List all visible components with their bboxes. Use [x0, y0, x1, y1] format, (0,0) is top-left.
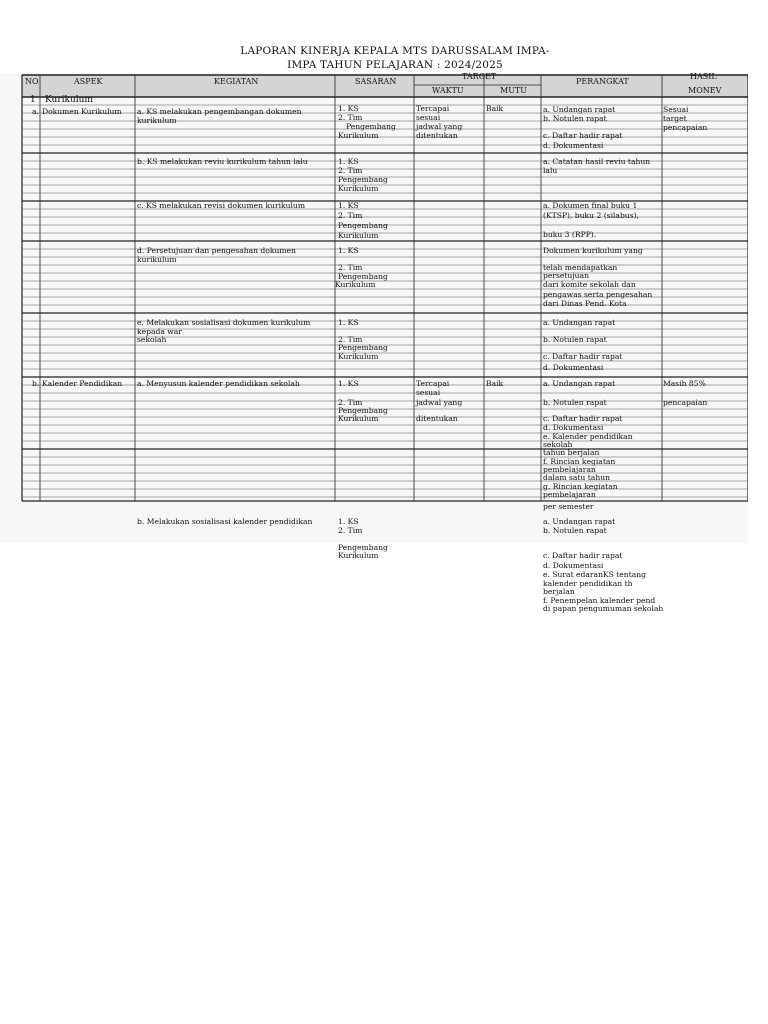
group-a-kegiatan-5-line-2: kepada war — [137, 327, 182, 336]
group-a-sasaran-3-line-4: Kurikulum — [338, 231, 379, 240]
group-b-perangkat-1-line-2: b. Notulen rapat — [543, 398, 607, 407]
group-a-sasaran-4-line-2: 2. Tim — [338, 263, 363, 272]
group-a-kegiatan-3: c. KS melakukan revisi dokumen kurikulum — [137, 201, 306, 210]
group-b-sasaran-1-line-1: 1. KS — [338, 379, 359, 388]
group-a-sasaran-2-line-4: Kurikulum — [338, 184, 379, 193]
group-b-perangkat-1-line-7: tahun berjalan — [543, 448, 600, 457]
group-a-kegiatan-4-line-2: kurikulum — [137, 255, 177, 264]
group-b-perangkat-1-line-1: a. Undangan rapat — [543, 379, 616, 388]
group-b-perangkat-2-line-6: kalender pendidikan th — [543, 579, 633, 588]
group-a-sasaran-5-line-2: 2. Tim — [338, 335, 363, 344]
header-waktu: WAKTU — [432, 86, 464, 95]
group-b-waktu-line-3: jadwal yang — [416, 398, 463, 407]
group-b-perangkat-2-line-4: d. Dokumentasi — [543, 561, 604, 570]
group-b-perangkat-2-line-8: f. Penempelan kalender pend — [543, 596, 656, 605]
group-b-perangkat-1-line-9: pembelajaran — [543, 465, 596, 474]
header-hasil: HASIL — [690, 72, 717, 81]
document-title — [230, 44, 560, 72]
group-b-perangkat-1-line-4: d. Dokumentasi — [543, 423, 604, 432]
group-a-sasaran-1-line-4: Kurikulum — [338, 131, 379, 140]
group-a-waktu-line-1: Tercapai — [416, 104, 450, 113]
group-b-hasil-line-1: Masih 85% — [663, 379, 706, 388]
group-b-waktu-line-4: ditentukan — [416, 414, 458, 423]
header-mutu: MUTU — [500, 86, 528, 95]
group-b-no: b. — [32, 379, 40, 388]
header-sasaran: SASARAN — [355, 77, 397, 86]
group-a-perangkat-4-line-1: Dokumen kurikulum yang — [543, 246, 643, 255]
group-b-sasaran-2-line-3: Pengembang — [338, 543, 388, 552]
group-b-perangkat-2-line-3: c. Daftar hadir rapat — [543, 551, 623, 560]
group-a-aspek: Dokumen Kurikulum — [42, 107, 122, 116]
group-a-perangkat-5-line-1: a. Undangan rapat — [543, 318, 616, 327]
group-a-perangkat-2-line-2: lalu — [543, 166, 558, 175]
group-a-kegiatan-1-line-2: kurikulum — [137, 116, 177, 125]
group-a-sasaran-2-line-3: Pengembang — [338, 175, 388, 184]
group-a-hasil-line-2: target — [663, 114, 687, 123]
header-perangkat: PERANGKAT — [576, 77, 629, 86]
group-a-no: a. — [32, 107, 39, 116]
group-a-kegiatan-5-line-3: sekolah — [137, 335, 167, 344]
group-a-sasaran-5-line-3: Pengembang — [338, 343, 388, 352]
group-b-perangkat-2-line-2: b. Notulen rapat — [543, 526, 607, 535]
group-a-perangkat-3-line-3: buku 3 (RPP). — [543, 230, 597, 239]
group-a-perangkat-4-line-2: telah mendapatkan — [543, 263, 618, 272]
group-b-sasaran-1-line-4: Kurikulum — [338, 414, 379, 423]
group-a-perangkat-3-line-2: (KTSP), buku 2 (silabus), — [543, 211, 639, 220]
group-b-waktu-line-2: sesuai — [416, 388, 441, 397]
group-b-perangkat-1-line-3: c. Daftar hadir rapat — [543, 414, 623, 423]
group-a-waktu-line-3: jadwal yang — [416, 122, 463, 131]
group-a-sasaran-1-line-3: Pengembang — [346, 122, 396, 131]
group-a-perangkat-4-line-5: pengawas serta pengesahan — [543, 290, 653, 299]
group-b-perangkat-1-line-5: e. Kalender pendidikan — [543, 432, 633, 441]
group-a-kegiatan-4-line-1: d. Persetujuan dan pengesahan dokumen — [137, 246, 296, 255]
group-a-perangkat-5-line-2: b. Notulen rapat — [543, 335, 607, 344]
group-a-kegiatan-2: b. KS melakukan reviu kurikulum tahun lalu — [137, 157, 308, 166]
group-b-sasaran-2-line-4: Kurikulum — [338, 551, 379, 560]
group-b-sasaran-2-line-2: 2. Tim — [338, 526, 363, 535]
group-a-sasaran-3-line-2: 2. Tim — [338, 211, 363, 220]
group-b-waktu-line-1: Tercapai — [416, 379, 450, 388]
group-b-hasil-line-2: pencapaian — [663, 398, 708, 407]
header-target: TARGET — [462, 72, 497, 81]
group-a-perangkat-4-line-6: dari Dinas Pend. Kota — [543, 299, 627, 308]
group-b-perangkat-1-line-10: dalam satu tahun — [543, 473, 610, 482]
title-line-1: LAPORAN KINERJA KEPALA MTS DARUSSALAM IMPA- — [240, 45, 550, 57]
group-a-sasaran-2-line-2: 2. Tim — [338, 166, 363, 175]
group-b-perangkat-2-line-5: e. Surat edaranKS tentang — [543, 570, 647, 579]
group-a-sasaran-4-line-3: Pengembang — [338, 272, 388, 281]
group-a-perangkat-1-line-2: b. Notulen rapat — [543, 114, 607, 123]
group-b-perangkat-1-line-6: sekolah — [543, 440, 573, 449]
group-b-sasaran-1-line-3: Pengembang — [338, 406, 388, 415]
group-b-kegiatan-2: b. Melakukan sosialisasi kalender pendidikan — [137, 517, 313, 526]
group-a-kegiatan-1-line-1: a. KS melakukan pengembangan dokumen — [137, 107, 302, 116]
group-a-sasaran-3-line-1: 1. KS — [338, 201, 359, 210]
group-a-sasaran-4-line-4: Kurikulum — [335, 280, 376, 289]
group-a-perangkat-5-line-3: c. Daftar hadir rapat — [543, 352, 623, 361]
group-b-sasaran-2-line-1: 1. KS — [338, 517, 359, 526]
group-a-kegiatan-5-line-1: e. Melakukan sosialisasi dokumen kurikulum — [137, 318, 311, 327]
group-a-perangkat-1-line-3: c. Daftar hadir rapat — [543, 131, 623, 140]
group-a-perangkat-1-line-1: a. Undangan rapat — [543, 105, 616, 114]
group-b-perangkat-1-line-13: per semester — [543, 502, 594, 511]
report-table — [0, 73, 748, 543]
group-b-perangkat-1-line-11: g. Rincian kegiatan — [543, 482, 618, 491]
group-a-sasaran-3-line-3: Pengembang — [338, 221, 388, 230]
group-a-perangkat-3-line-1: a. Dokumen final buku 1 — [543, 201, 638, 210]
group-b-perangkat-2-line-1: a. Undangan rapat — [543, 517, 616, 526]
group-b-mutu: Baik — [486, 379, 504, 388]
title-line-2: IMPA TAHUN PELAJARAN : 2024/2025 — [287, 59, 503, 71]
group-b-perangkat-2-line-9: di papan pengumuman sekolah — [543, 604, 664, 613]
group-b-kegiatan-1: a. Menyusun kalender pendidikan sekolah — [137, 379, 300, 388]
section-label: Kurikulum — [45, 95, 93, 105]
group-a-perangkat-1-line-4: d. Dokumentasi — [543, 141, 604, 150]
group-a-sasaran-1-line-2: 2. Tim — [338, 113, 363, 122]
group-a-sasaran-5-line-1: 1. KS — [338, 318, 359, 327]
header-kegiatan: KEGIATAN — [214, 77, 259, 86]
group-a-perangkat-2-line-1: a. Catatan hasil reviu tahun — [543, 157, 651, 166]
group-b-sasaran-1-line-2: 2. Tim — [338, 398, 363, 407]
group-a-sasaran-1-line-1: 1. KS — [338, 104, 359, 113]
group-a-hasil-line-1: Sesuai — [663, 105, 689, 114]
group-b-aspek: Kalender Pendidikan — [42, 379, 123, 388]
group-a-sasaran-2-line-1: 1. KS — [338, 157, 359, 166]
group-a-waktu-line-4: ditentukan — [416, 131, 458, 140]
header-aspek: ASPEK — [74, 77, 103, 86]
group-b-perangkat-2-line-7: berjalan — [543, 587, 575, 596]
group-a-mutu: Baik — [486, 104, 504, 113]
group-a-hasil-line-3: pencapaian — [663, 123, 708, 132]
group-b-perangkat-1-line-8: f. Rincian kegiatan — [543, 457, 616, 466]
group-a-sasaran-4-line-1: 1. KS — [338, 246, 359, 255]
header-no: NO — [25, 77, 39, 86]
group-a-waktu-line-2: sesuai — [416, 113, 441, 122]
group-b-perangkat-1-line-12: pembelajaran — [543, 490, 596, 499]
group-a-perangkat-4-line-4: dari komite sekolah dan — [543, 280, 636, 289]
group-a-perangkat-4-line-3: persetujuan — [543, 271, 589, 280]
header-monev: MONEV — [688, 86, 722, 95]
section-no: 1 — [30, 95, 36, 105]
group-a-perangkat-5-line-4: d. Dokumentasi — [543, 363, 604, 372]
group-a-sasaran-5-line-4: Kurikulum — [338, 352, 379, 361]
